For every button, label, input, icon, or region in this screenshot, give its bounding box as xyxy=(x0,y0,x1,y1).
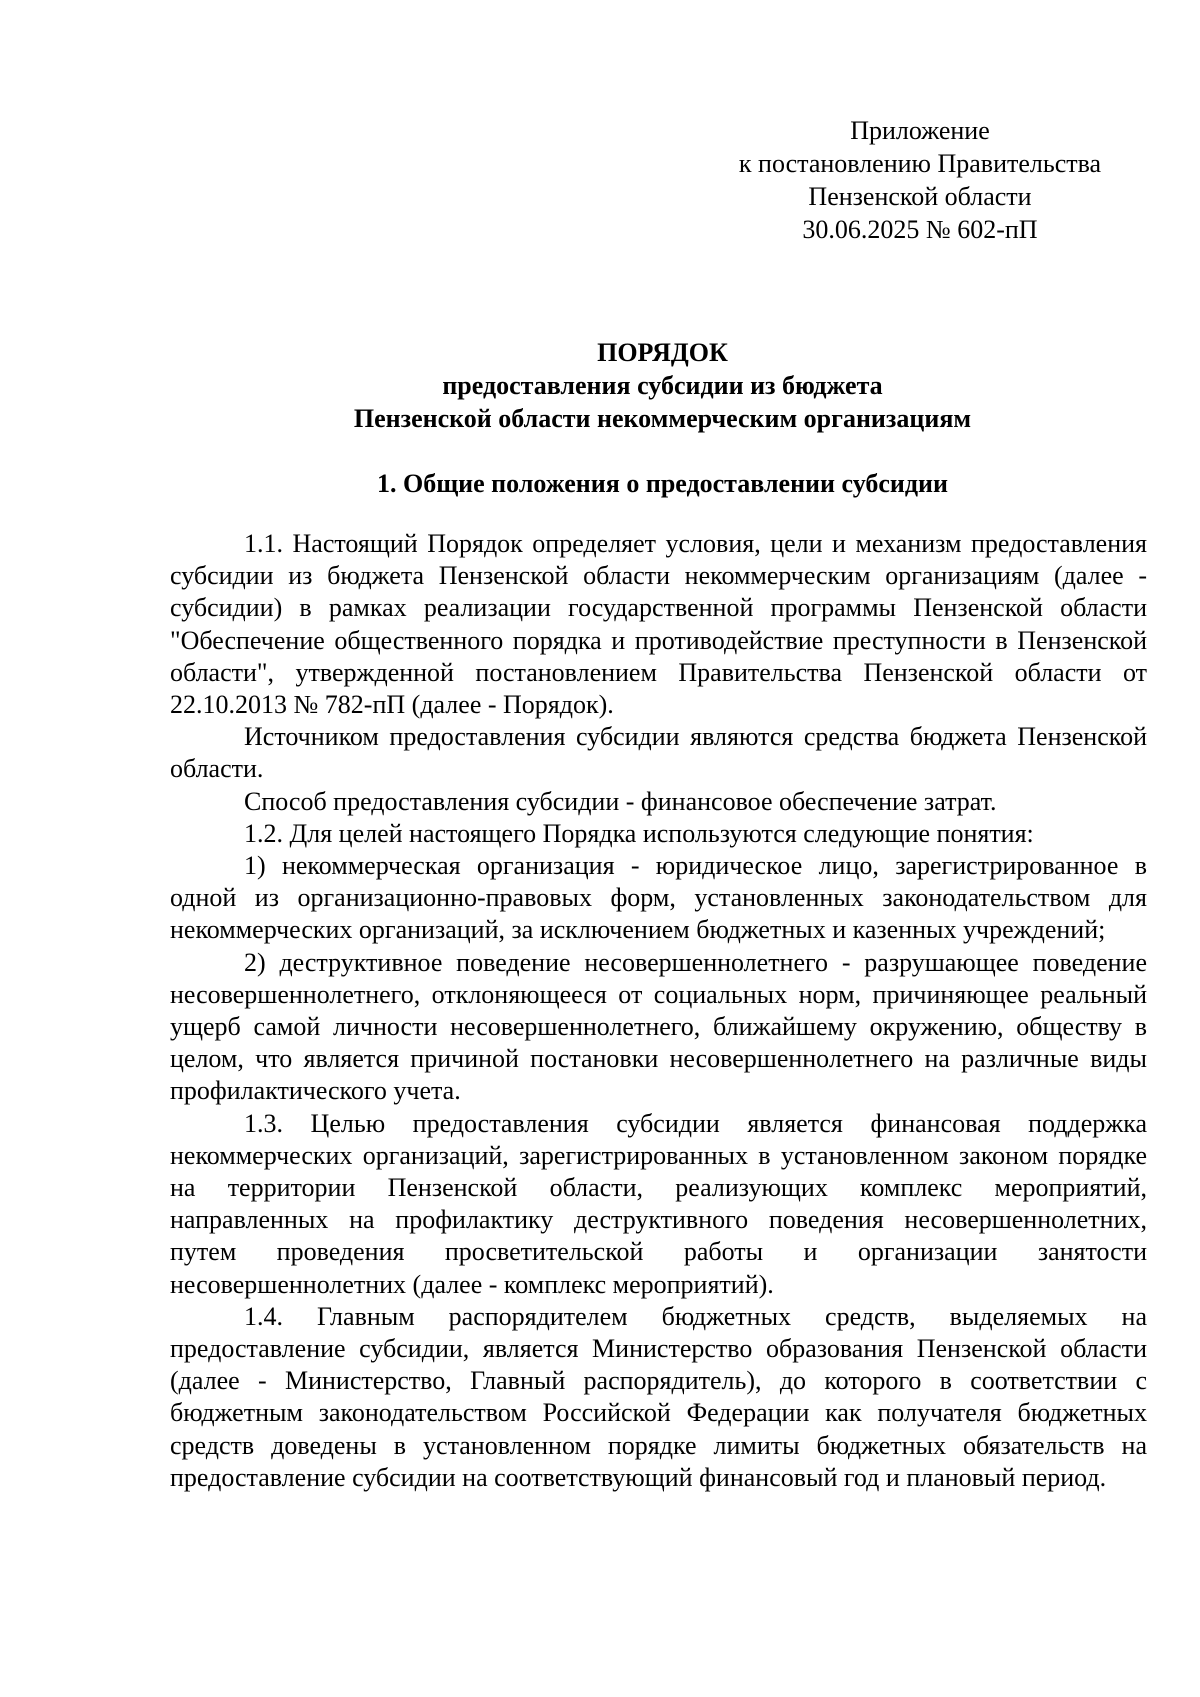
paragraph-definition-2: 2) деструктивное поведение несовершеннолетнего - разрушающее поведение несовершеннолетнего, отклоняющееся от социальных норм, причиняющее реальный ущерб самой личности несовершеннолетнего, ближайшему окружению, обществу в целом, что является причиной постановки несовершеннолетнего на различные виды профилактического учета. xyxy=(170,947,1147,1106)
appendix-region: Пензенской области xyxy=(808,182,1032,211)
paragraph-source: Источником предоставления субсидии являются средства бюджета Пензенской области. xyxy=(170,722,1147,784)
appendix-label: Приложение xyxy=(850,116,990,145)
title-subtitle-line1: предоставления субсидии из бюджета xyxy=(442,371,883,400)
appendix-header xyxy=(700,114,1140,246)
document-body xyxy=(170,528,1147,1494)
appendix-resolution-ref: к постановлению Правительства xyxy=(738,149,1102,178)
title-main: ПОРЯДОК xyxy=(597,338,728,367)
document-title xyxy=(170,336,1155,435)
paragraph-definition-1: 1) некоммерческая организация - юридическое лицо, зарегистрированное в одной из организационно-правовых форм, установленных законодательством для некоммерческих организаций, за исключением бюджетных и казенных учреждений; xyxy=(170,851,1147,945)
section-heading: 1. Общие положения о предоставлении субсидии xyxy=(376,469,949,498)
paragraph-method: Способ предоставления субсидии - финансовое обеспечение затрат. xyxy=(244,786,997,816)
paragraph-1-3: 1.3. Целью предоставления субсидии является финансовая поддержка некоммерческих организаций, зарегистрированных в установленном законом порядке на территории Пензенской области, реализующих комплекс мероприятий, направленных на профилактику деструктивного поведения несовершеннолетних, путем проведения просветительской работы и организации занятости несовершеннолетних (далее - комплекс мероприятий). xyxy=(170,1108,1147,1299)
paragraph-1-1: 1.1. Настоящий Порядок определяет условия, цели и механизм предоставления субсидии из бюджета Пензенской области некоммерческим организациям (далее - субсидии) в рамках реализации государственной программы Пензенской области "Обеспечение общественного порядка и противодействие преступности в Пензенской области", утвержденной постановлением Правительства Пензенской области от 22.10.2013 № 782-пП (далее - Порядок). xyxy=(170,529,1147,720)
paragraph-1-2: 1.2. Для целей настоящего Порядка используются следующие понятия: xyxy=(244,818,1034,848)
paragraph-1-4: 1.4. Главным распорядителем бюджетных средств, выделяемых на предоставление субсидии, является Министерство образования Пензенской области (далее - Министерство, Главный распорядитель), до которого в соответствии с бюджетным законодательством Российской Федерации как получателя бюджетных средств доведены в установленном порядке лимиты бюджетных обязательств на предоставление субсидии на соответствующий финансовый год и плановый период. xyxy=(170,1301,1147,1492)
title-subtitle-line2: Пензенской области некоммерческим организациям xyxy=(353,404,972,433)
appendix-date-number: 30.06.2025 № 602-пП xyxy=(802,215,1038,244)
